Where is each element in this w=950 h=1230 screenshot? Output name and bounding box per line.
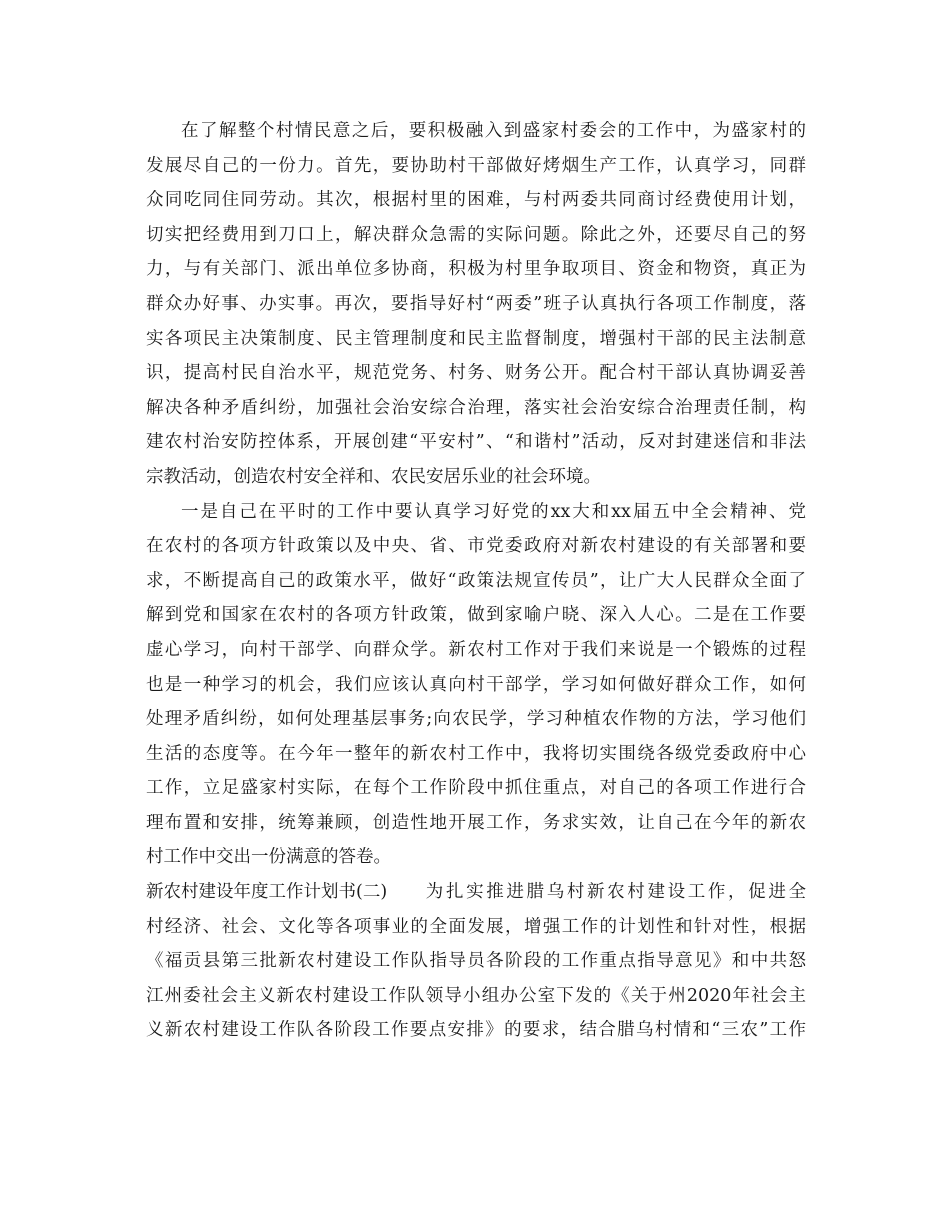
text-line: 处理矛盾纠纷，如何处理基层事务;向农民学，学习种植农作物的方法，学习他们 — [146, 709, 806, 730]
text-line: 在农村的各项方针政策以及中央、省、市党委政府对新农村建设的有关部署和要 — [146, 536, 806, 557]
heading-line — [146, 875, 806, 910]
text-line: 《福贡县第三批新农村建设工作队指导员各阶段的工作重点指导意见》和中共怒 — [146, 951, 806, 972]
paragraph-1 — [146, 114, 806, 495]
text-line: 求，不断提高自己的政策水平，做好“政策法规宣传员”，让广大人民群众全面了 — [146, 570, 806, 591]
text-line: 建农村治安防控体系，开展创建“平安村”、“和谐村”活动，反对封建迷信和非法 — [146, 432, 806, 453]
heading-line-text: 为扎实推进腊乌村新农村建设工作，促进全 — [423, 882, 806, 903]
text-line: 解到党和国家在农村的各项方针政策，做到家喻户晓、深入人心。二是在工作要 — [146, 605, 806, 626]
text-line: 义新农村建设工作队各阶段工作要点安排》的要求，结合腊乌村情和“三农”工作 — [146, 1020, 806, 1041]
text-line: 生活的态度等。在今年一整年的新农村工作中，我将切实围绕各级党委政府中心 — [146, 743, 806, 764]
document-page — [146, 114, 806, 1048]
text-line: 力，与有关部门、派出单位多协商，积极为村里争取项目、资金和物资，真正为 — [146, 259, 806, 280]
text-line: 宗教活动，创造农村安全祥和、农民安居乐业的社会环境。 — [146, 466, 601, 487]
text-line: 发展尽自己的一份力。首先，要协助村干部做好烤烟生产工作，认真学习，同群 — [146, 155, 806, 176]
text-line: 在了解整个村情民意之后，要积极融入到盛家村委会的工作中，为盛家村的 — [181, 121, 806, 141]
text-line: 识，提高村民自治水平，规范党务、村务、财务公开。配合村干部认真协调妥善 — [146, 363, 806, 384]
text-line: 江州委社会主义新农村建设工作队领导小组办公室下发的《关于州2020年社会主 — [146, 985, 806, 1006]
text-line: 一是自己在平时的工作中要认真学习好党的xx大和xx届五中全会精神、党 — [181, 501, 806, 522]
text-line: 村经济、社会、文化等各项事业的全面发展，增强工作的计划性和针对性，根据 — [146, 916, 806, 937]
text-line: 村工作中交出一份满意的答卷。 — [146, 847, 391, 868]
paragraph-2 — [146, 495, 806, 876]
text-line: 理布置和安排，统筹兼顾，创造性地开展工作，务求实效，让自己在今年的新农 — [146, 812, 806, 833]
text-line: 实各项民主决策制度、民主管理制度和民主监督制度，增强村干部的民主法制意 — [146, 328, 806, 349]
text-line: 虚心学习，向村干部学、向群众学。新农村工作对于我们来说是一个锻炼的过程 — [146, 639, 806, 660]
paragraph-3 — [146, 875, 806, 1048]
text-line: 群众办好事、办实事。再次，要指导好村“两委”班子认真执行各项工作制度，落 — [146, 293, 806, 314]
text-line: 工作，立足盛家村实际，在每个工作阶段中抓住重点，对自己的各项工作进行合 — [146, 778, 806, 799]
section-heading: 新农村建设年度工作计划书(二) — [146, 882, 388, 903]
text-line: 众同吃同住同劳动。其次，根据村里的困难，与村两委共同商讨经费使用计划， — [146, 190, 806, 211]
text-line: 解决各种矛盾纠纷，加强社会治安综合治理，落实社会治安综合治理责任制，构 — [146, 397, 806, 418]
text-line: 切实把经费用到刀口上，解决群众急需的实际问题。除此之外，还要尽自己的努 — [146, 224, 806, 245]
text-line: 也是一种学习的机会，我们应该认真向村干部学，学习如何做好群众工作，如何 — [146, 674, 806, 695]
